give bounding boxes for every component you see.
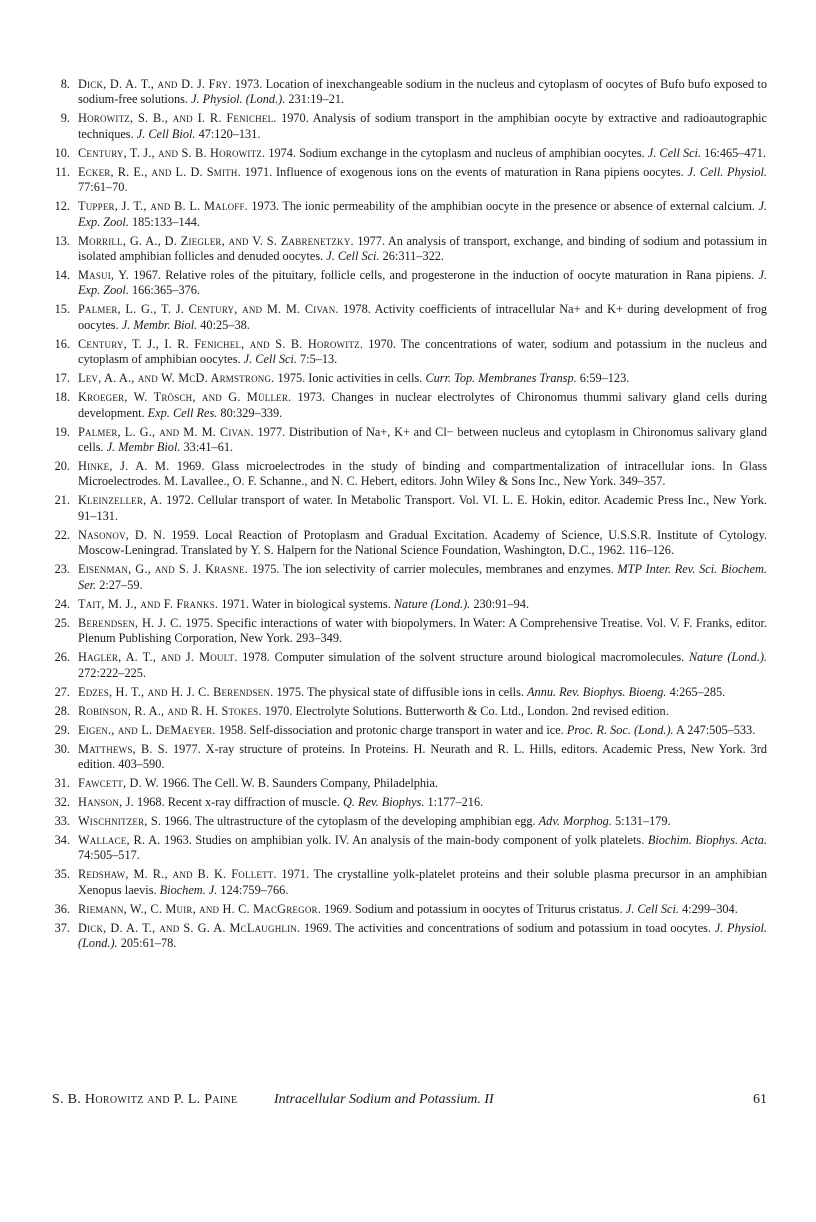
reference-entry bbox=[52, 234, 767, 265]
reference-year: 1969. bbox=[324, 901, 352, 916]
reference-entry bbox=[52, 390, 767, 421]
reference-number: 26. bbox=[54, 650, 70, 665]
reference-volume: 4:265–285. bbox=[669, 684, 726, 699]
reference-number: 11. bbox=[55, 164, 70, 179]
reference-number: 36. bbox=[54, 901, 70, 916]
reference-journal: Nature (Lond.). bbox=[688, 650, 767, 665]
reference-entry bbox=[52, 425, 767, 456]
reference-title: Changes in nuclear electrolytes of Chironomus thummi salivary gland cells during development. bbox=[78, 390, 768, 420]
reference-title: The crystalline yolk-platelet proteins and their soluble plasma precursor in an amphibian Xenopus laevis. bbox=[78, 867, 767, 897]
reference-title: Ionic activities in cells. bbox=[308, 371, 423, 386]
reference-authors: Ecker, R. E., and L. D. Smith. bbox=[78, 164, 241, 179]
reference-volume: 40:25–38. bbox=[200, 317, 250, 332]
reference-journal: J. Cell Sci. bbox=[243, 352, 297, 367]
reference-entry bbox=[52, 146, 767, 161]
reference-volume: 4:299–304. bbox=[682, 901, 738, 916]
reference-journal: Curr. Top. Membranes Transp. bbox=[425, 371, 577, 386]
reference-entry bbox=[52, 302, 767, 333]
reference-title: The concentrations of water, sodium and potassium in the nucleus and cytoplasm of amphibian oocytes. bbox=[78, 336, 767, 367]
reference-volume: 166:365–376. bbox=[131, 283, 200, 298]
reference-number: 21. bbox=[54, 493, 70, 508]
reference-journal: Exp. Cell Res. bbox=[147, 405, 218, 420]
reference-number: 13. bbox=[54, 233, 70, 248]
reference-year: 1970. bbox=[264, 703, 293, 718]
reference-year: 1969. bbox=[176, 459, 205, 474]
reference-number: 37. bbox=[54, 920, 70, 935]
reference-title: Distribution of Na+, K+ and Cl− between nucleus and cytoplasm in Chironomus salivary gland cells. bbox=[78, 424, 767, 455]
reference-authors: Masui, Y. bbox=[78, 268, 129, 283]
reference-authors: Wallace, R. A. bbox=[78, 832, 161, 847]
reference-number: 16. bbox=[54, 336, 70, 351]
reference-authors: Tupper, J. T., and B. L. Maloff. bbox=[78, 199, 248, 214]
reference-volume: 2:27–59. bbox=[99, 577, 143, 592]
reference-year: 1977. bbox=[173, 741, 201, 756]
reference-entry bbox=[52, 562, 767, 593]
reference-entry bbox=[52, 723, 767, 738]
reference-year: 1975. bbox=[276, 684, 305, 699]
reference-volume: 5:131–179. bbox=[614, 813, 671, 828]
reference-year: 1978. bbox=[242, 650, 270, 665]
reference-title: Water in biological systems. bbox=[251, 596, 391, 611]
reference-volume: 230:91–94. bbox=[473, 596, 530, 611]
reference-year: 1978. bbox=[343, 302, 371, 317]
reference-title: Recent x-ray diffraction of muscle. bbox=[167, 794, 340, 809]
reference-year: 1971. bbox=[221, 596, 249, 611]
reference-number: 33. bbox=[54, 813, 70, 828]
reference-authors: Eigen., and L. DeMaeyer. bbox=[78, 722, 216, 737]
reference-entry bbox=[52, 199, 767, 230]
reference-authors: Century, T. J., and S. B. Horowitz. bbox=[78, 145, 266, 160]
reference-number: 32. bbox=[54, 794, 70, 809]
reference-journal: J. Cell Sci. bbox=[625, 901, 680, 916]
reference-authors: Dick, D. A. T., and S. G. A. McLaughlin. bbox=[78, 920, 301, 935]
reference-authors: Tait, M. J., and F. Franks. bbox=[78, 596, 219, 611]
reference-volume: 272:222–225. bbox=[78, 665, 146, 680]
reference-number: 34. bbox=[54, 832, 70, 847]
reference-year: 1959. bbox=[171, 527, 199, 542]
reference-year: 1966. bbox=[162, 775, 190, 790]
reference-year: 1975. bbox=[185, 615, 214, 630]
reference-authors: Kroeger, W. Trösch, and G. Müller. bbox=[78, 390, 292, 405]
reference-entry bbox=[52, 867, 767, 898]
reference-journal: Annu. Rev. Biophys. Bioeng. bbox=[527, 684, 667, 699]
reference-year: 1977. bbox=[357, 233, 386, 248]
reference-number: 19. bbox=[54, 424, 70, 439]
reference-entry bbox=[52, 371, 767, 386]
reference-authors: Fawcett, D. W. bbox=[78, 775, 159, 790]
reference-journal: J. Membr. Biol. bbox=[121, 317, 198, 332]
reference-year: 1975. bbox=[251, 562, 280, 577]
reference-authors: Edzes, H. T., and H. J. C. Berendsen. bbox=[78, 684, 274, 699]
reference-volume: 185:133–144. bbox=[131, 214, 200, 229]
reference-entry bbox=[52, 528, 767, 559]
reference-title: Local Reaction of Protoplasm and Gradual Excitation. Academy of Science, U.S.S.R. Institute of Cytology. Moscow-Leningrad. Translated by Y. S. Halpern for the National Science Foundation, Washington, D.C., 1962. 116–126. bbox=[78, 527, 767, 558]
reference-number: 23. bbox=[54, 562, 70, 577]
reference-number: 24. bbox=[54, 596, 70, 611]
reference-volume: 33:41–61. bbox=[183, 440, 234, 455]
reference-entry bbox=[52, 493, 767, 524]
reference-entry bbox=[52, 111, 767, 142]
reference-title: Location of inexchangeable sodium in the nucleus and cytoplasm of oocytes of Bufo bufo exposed to sodium-free solutions. bbox=[78, 77, 767, 107]
reference-title: Specific interactions of water with biopolymers. In Water: A Comprehensive Treatise. Vol. V. F. Franks, editor. Plenum Publishing Corporation, New York. 293–349. bbox=[78, 615, 767, 646]
reference-volume: 231:19–21. bbox=[288, 92, 345, 107]
reference-journal: Nature (Lond.). bbox=[393, 596, 471, 611]
reference-authors: Morrill, G. A., D. Ziegler, and V. S. Zabrenetzky. bbox=[78, 233, 354, 248]
reference-number: 25. bbox=[54, 615, 70, 630]
reference-title: An analysis of transport, exchange, and binding of sodium and potassium in isolated amphibian follicles and denuded oocytes. bbox=[78, 233, 768, 264]
reference-entry bbox=[52, 776, 767, 791]
reference-journal: J. Cell Biol. bbox=[136, 126, 196, 141]
reference-number: 14. bbox=[54, 268, 70, 283]
reference-journal: Biochem. J. bbox=[159, 882, 218, 897]
footer-authors: S. B. Horowitz and P. L. Paine bbox=[52, 1092, 238, 1107]
reference-authors: Riemann, W., C. Muir, and H. C. MacGregor. bbox=[78, 901, 322, 916]
reference-entry bbox=[52, 650, 767, 681]
reference-authors: Palmer, L. G., T. J. Century, and M. M. Civan. bbox=[78, 302, 339, 317]
reference-authors: Matthews, B. S. bbox=[78, 741, 169, 756]
reference-year: 1970. bbox=[281, 111, 309, 126]
reference-authors: Eisenman, G., and S. J. Krasne. bbox=[78, 562, 249, 577]
reference-entry bbox=[52, 742, 767, 773]
reference-journal: J. Physiol. (Lond.). bbox=[78, 920, 768, 951]
reference-title: Electrolyte Solutions. Butterworth & Co. Ltd., London. 2nd revised edition. bbox=[295, 703, 669, 718]
reference-number: 30. bbox=[54, 741, 70, 756]
reference-authors: Hagler, A. T., and J. Moult. bbox=[78, 650, 238, 665]
reference-number: 9. bbox=[60, 111, 70, 126]
reference-authors: Hanson, J. bbox=[78, 794, 134, 809]
reference-number: 12. bbox=[54, 199, 70, 214]
reference-volume: 74:505–517. bbox=[78, 848, 140, 863]
reference-journal: J. Physiol. (Lond.). bbox=[191, 92, 286, 107]
reference-authors: Horowitz, S. B., and I. R. Fenichel. bbox=[78, 111, 277, 126]
reference-title: Sodium and potassium in oocytes of Triturus cristatus. bbox=[354, 901, 623, 916]
reference-volume: 77:61–70. bbox=[78, 180, 128, 195]
reference-year: 1958. bbox=[218, 722, 247, 737]
reference-volume: 6:59–123. bbox=[579, 371, 630, 386]
reference-title: The physical state of diffusible ions in cells. bbox=[306, 684, 524, 699]
reference-title: X-ray structure of proteins. In Proteins. H. Neurath and R. L. Hills, editors. Academic Press, New York. 3rd edition. 403–590. bbox=[78, 741, 767, 771]
reference-journal: Biochim. Biophys. Acta. bbox=[647, 832, 768, 847]
reference-year: 1970. bbox=[368, 336, 396, 351]
reference-title: The activities and concentrations of sodium and potassium in toad oocytes. bbox=[335, 920, 712, 935]
reference-number: 10. bbox=[54, 145, 70, 160]
reference-journal: J. Cell Sci. bbox=[326, 249, 380, 264]
reference-year: 1967. bbox=[133, 268, 161, 283]
reference-number: 18. bbox=[54, 390, 70, 405]
reference-number: 31. bbox=[54, 775, 70, 790]
reference-entry bbox=[52, 921, 767, 952]
reference-year: 1971. bbox=[281, 867, 310, 882]
reference-volume: 26:311–322. bbox=[382, 249, 444, 264]
reference-year: 1966. bbox=[164, 813, 192, 828]
reference-year: 1963. bbox=[164, 832, 192, 847]
reference-journal: J. Exp. Zool. bbox=[78, 268, 768, 298]
reference-entry bbox=[52, 833, 767, 864]
reference-journal: J. Cell Sci. bbox=[647, 145, 702, 160]
reference-authors: Robinson, R. A., and R. H. Stokes. bbox=[78, 703, 262, 718]
page-number: 61 bbox=[753, 1092, 767, 1107]
running-footer bbox=[52, 1092, 767, 1112]
reference-authors: Palmer, L. G., and M. M. Civan. bbox=[78, 424, 254, 439]
reference-number: 17. bbox=[54, 371, 70, 386]
reference-volume: 16:465–471. bbox=[704, 145, 766, 160]
reference-journal: J. Exp. Zool. bbox=[78, 199, 767, 229]
reference-number: 27. bbox=[54, 684, 70, 699]
reference-journal: J. Cell. Physiol. bbox=[687, 164, 768, 179]
reference-year: 1975. bbox=[277, 371, 306, 386]
reference-entry bbox=[52, 459, 767, 490]
reference-year: 1971. bbox=[244, 164, 273, 179]
reference-title: Relative roles of the pituitary, follicle cells, and progesterone in the induction of oocyte maturation in Rana pipiens. bbox=[165, 268, 755, 283]
reference-list bbox=[52, 77, 767, 955]
reference-entry bbox=[52, 165, 767, 196]
reference-title: Glass microelectrodes in the study of binding and compartmentalization of intracellular ions. In Glass Microelectrodes. M. Lavallee., O. F. Schanne., and N. C. Hebert, editors. John Wiley & Sons Inc., New York. 349–357. bbox=[78, 459, 767, 489]
reference-volume: 7:5–13. bbox=[300, 352, 338, 367]
reference-title: Activity coefficients of intracellular Na+ and K+ during development of frog oocytes. bbox=[78, 302, 767, 332]
reference-journal: Q. Rev. Biophys. bbox=[343, 794, 425, 809]
reference-authors: Dick, D. A. T., and D. J. Fry. bbox=[78, 77, 232, 91]
reference-year: 1968. bbox=[136, 794, 165, 809]
reference-year: 1973. bbox=[234, 77, 263, 91]
reference-authors: Redshaw, M. R., and B. K. Follett. bbox=[78, 867, 277, 882]
reference-entry bbox=[52, 337, 767, 368]
reference-number: 20. bbox=[54, 459, 70, 474]
reference-volume: 124:759–766. bbox=[220, 882, 289, 897]
reference-entry bbox=[52, 597, 767, 612]
reference-entry bbox=[52, 814, 767, 829]
reference-number: 28. bbox=[54, 703, 70, 718]
reference-authors: Kleinzeller, A. bbox=[78, 493, 163, 508]
reference-title: Studies on amphibian yolk. IV. An analysis of the main-body component of yolk platelets. bbox=[195, 832, 645, 847]
reference-year: 1973. bbox=[251, 199, 280, 214]
reference-volume: 1:177–216. bbox=[427, 794, 484, 809]
reference-title: Influence of exogenous ions on the events of maturation in Rana pipiens oocytes. bbox=[276, 164, 684, 179]
reference-entry bbox=[52, 616, 767, 647]
reference-authors: Century, T. J., I. R. Fenichel, and S. B. Horowitz. bbox=[78, 336, 364, 351]
reference-number: 15. bbox=[54, 302, 70, 317]
reference-title: The ion selectivity of carrier molecules, membranes and enzymes. bbox=[282, 562, 614, 577]
reference-journal: MTP Inter. Rev. Sci. Biochem. Ser. bbox=[78, 562, 767, 592]
reference-title: Analysis of sodium transport in the amphibian oocyte by extractive and radioautographic techniques. bbox=[78, 111, 767, 141]
reference-volume: 205:61–78. bbox=[120, 936, 177, 951]
reference-title: The ionic permeability of the amphibian oocyte in the presence or absence of external calcium. bbox=[282, 199, 755, 214]
reference-entry bbox=[52, 902, 767, 917]
reference-title: Cellular transport of water. In Metabolic Transport. Vol. VI. L. E. Hokin, editor. Academic Press Inc., New York. 91–131. bbox=[78, 493, 767, 523]
reference-authors: Lev, A. A., and W. McD. Armstrong. bbox=[78, 371, 275, 386]
reference-title: Self-dissociation and protonic charge transport in water and ice. bbox=[249, 722, 564, 737]
reference-year: 1969. bbox=[304, 920, 332, 935]
reference-number: 22. bbox=[54, 527, 70, 542]
reference-journal: Adv. Morphog. bbox=[538, 813, 612, 828]
reference-title: Computer simulation of the solvent structure around biological macromolecules. bbox=[274, 650, 685, 665]
reference-year: 1973. bbox=[297, 390, 326, 405]
reference-entry bbox=[52, 268, 767, 299]
reference-year: 1974. bbox=[268, 145, 296, 160]
reference-volume: 80:329–339. bbox=[220, 405, 283, 420]
reference-volume: 47:120–131. bbox=[198, 126, 261, 141]
reference-entry bbox=[52, 77, 767, 108]
reference-journal: Proc. R. Soc. (Lond.). bbox=[566, 722, 674, 737]
reference-number: 29. bbox=[54, 722, 70, 737]
reference-title: The ultrastructure of the cytoplasm of the developing amphibian egg. bbox=[194, 813, 536, 828]
reference-volume: A 247:505–533. bbox=[676, 722, 756, 737]
reference-title: Sodium exchange in the cytoplasm and nucleus of amphibian oocytes. bbox=[299, 145, 645, 160]
reference-number: 35. bbox=[54, 867, 70, 882]
reference-number: 8. bbox=[60, 77, 70, 91]
reference-year: 1972. bbox=[166, 493, 194, 508]
reference-authors: Wischnitzer, S. bbox=[78, 813, 162, 828]
reference-year: 1977. bbox=[257, 424, 286, 439]
reference-entry bbox=[52, 704, 767, 719]
reference-entry bbox=[52, 795, 767, 810]
reference-entry bbox=[52, 685, 767, 700]
footer-title: Intracellular Sodium and Potassium. II bbox=[274, 1092, 494, 1107]
reference-authors: Hinke, J. A. M. bbox=[78, 459, 170, 474]
reference-journal: J. Membr Biol. bbox=[106, 440, 181, 455]
reference-authors: Nasonov, D. N. bbox=[78, 527, 166, 542]
reference-title: The Cell. W. B. Saunders Company, Philadelphia. bbox=[192, 775, 438, 790]
reference-authors: Berendsen, H. J. C. bbox=[78, 615, 182, 630]
